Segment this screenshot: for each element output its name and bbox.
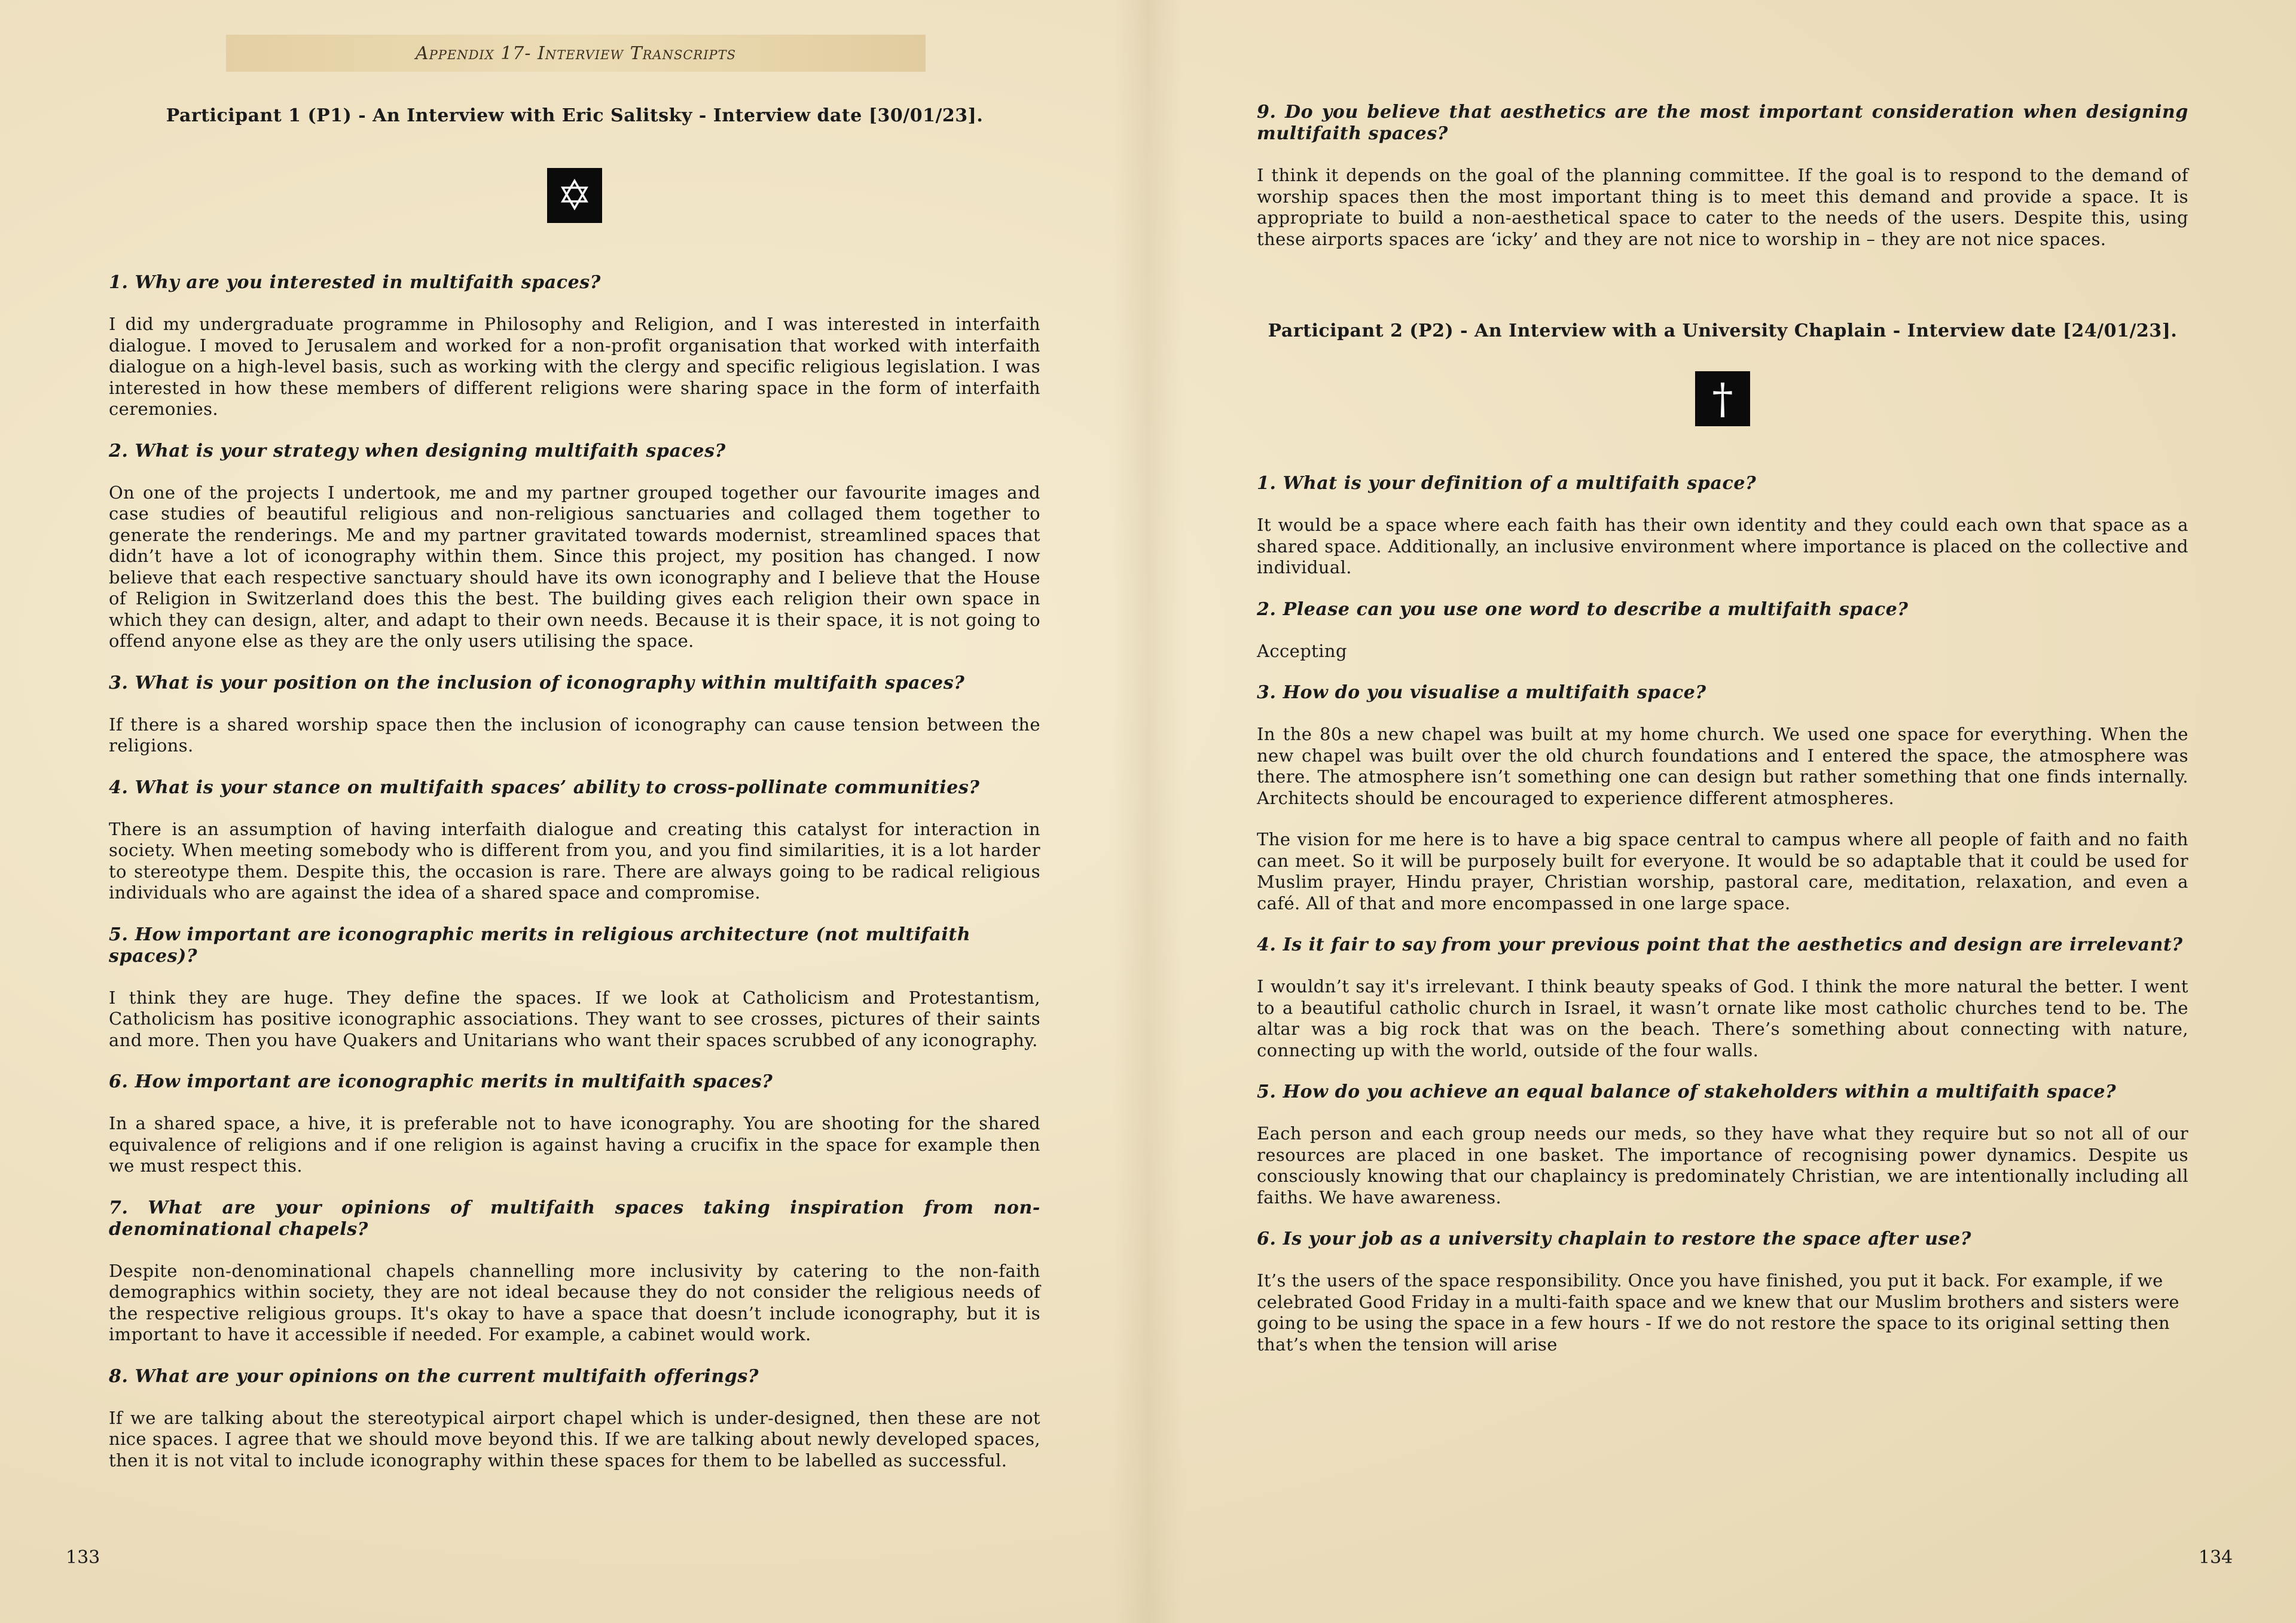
answer: The vision for me here is to have a big space central to campus where all people of faith and no faith can meet. So it will be purposely built for everyone. It would be so adaptable that it could be used for Muslim prayer, Hindu prayer, Christian worship, pastoral care, meditation, relaxation, and even a café. All of that and more encompassed in one large space. bbox=[1257, 829, 2188, 913]
question: 3. How do you visualise a multifaith space? bbox=[1257, 682, 1706, 703]
answer: I think it depends on the goal of the planning committee. If the goal is to respond to the demand of worship spaces then the most important thing is to meet this demand and provide a space. It is appropriate to build a non-aesthetical space to cater to the needs of the users. Despite this, using these airports spaces are ‘icky’ and they are not nice to worship in – they are not nice spaces. bbox=[1257, 165, 2188, 249]
answer: I wouldn’t say it's irrelevant. I think beauty speaks of God. I think the more natural the better. I went to a beautiful catholic church in Israel, it wasn’t ornate like most catholic churches tend to be. The altar was a big rock that was on the beach. There’s something about connecting with nature, connecting up with the world, outside of the four walls. bbox=[1257, 976, 2188, 1060]
running-header-text: Appendix 17- Interview Transcripts bbox=[415, 42, 737, 64]
p1-qa-6 bbox=[109, 1071, 1040, 1177]
p2-qa-1 bbox=[1257, 473, 2188, 579]
p1-qa-9 bbox=[1257, 102, 2188, 250]
right-page bbox=[1148, 0, 2296, 1623]
p1-qa-1 bbox=[109, 272, 1040, 420]
p1-qa-7 bbox=[109, 1197, 1040, 1346]
question: 9. Do you believe that aesthetics are the most important consideration when designing multifaith spaces? bbox=[1257, 102, 2188, 144]
answer: There is an assumption of having interfaith dialogue and creating this catalyst for interaction in society. When meeting somebody who is different from you, and you find similarities, it is a lot harder to stereotype them. Despite this, the occasion is rare. There are always going to be radical religious individuals who are against the idea of a shared space and compromise. bbox=[109, 818, 1040, 903]
p2-qa-2 bbox=[1257, 599, 2188, 662]
p2-qa-4 bbox=[1257, 934, 2188, 1061]
p2-qa-6 bbox=[1257, 1228, 2188, 1355]
participant-2-title: Participant 2 (P2) - An Interview with a University Chaplain - Interview date [24/01/23]. bbox=[1268, 320, 2178, 341]
answer: In a shared space, a hive, it is preferable not to have iconography. You are shooting for the shared equivalence of religions and if one religion is against having a crucifix in the space for example then we must respect this. bbox=[109, 1113, 1040, 1176]
p1-qa-3 bbox=[109, 673, 1040, 757]
question: 6. How important are iconographic merits in multifaith spaces? bbox=[109, 1071, 773, 1092]
star-of-david-icon: ✡ bbox=[547, 168, 602, 223]
page-number: 133 bbox=[66, 1547, 100, 1568]
question: 3. What is your position on the inclusion of iconography within multifaith spaces? bbox=[109, 672, 965, 693]
answer: I think they are huge. They define the spaces. If we look at Catholicism and Protestantism, Catholicism has positive iconographic associations. They want to see crosses, pictures of their saints and more. Then you have Quakers and Unitarians who want their spaces scrubbed of any iconography. bbox=[109, 987, 1040, 1050]
answer: On one of the projects I undertook, me and my partner grouped together our favourite images and case studies of beautiful religious and non-religious sanctuaries and collaged them together to generate the renderings. Me and my partner gravitated towards modernist, streamlined spaces that didn’t have a lot of iconography within them. Since this project, my position has changed. I now believe that each respective sanctuary should have its own iconography and I believe that the House of Religion in Switzerland does this the best. The building gives each religion their own space in which they can design, alter, and adapt to their own needs. Because it is their space, it is not going to offend anyone else as they are the only users utilising the space. bbox=[109, 482, 1040, 651]
answer: Each person and each group needs our meds, so they have what they require but so not all of our resources are placed in one basket. The importance of recognising power dynamics. Despite us consciously knowing that our chaplaincy is predominately Christian, we are intentionally including all faiths. We have awareness. bbox=[1257, 1123, 2188, 1208]
p1-qa-5 bbox=[109, 924, 1040, 1052]
question: 2. Please can you use one word to describe a multifaith space? bbox=[1257, 598, 1909, 620]
answer: Accepting bbox=[1257, 640, 1347, 661]
p2-qa-3 bbox=[1257, 682, 2188, 914]
question: 4. What is your stance on multifaith spaces’ ability to cross-pollinate communities? bbox=[109, 777, 980, 798]
p1-qa-4 bbox=[109, 777, 1040, 904]
answer: If there is a shared worship space then the inclusion of iconography can cause tension between the religions. bbox=[109, 714, 1040, 756]
question: 7. What are your opinions of multifaith spaces taking inspiration from non-denominational chapels? bbox=[109, 1197, 1040, 1240]
question: 1. What is your definition of a multifaith space? bbox=[1257, 473, 1757, 494]
question: 5. How do you achieve an equal balance of stakeholders within a multifaith space? bbox=[1257, 1081, 2117, 1102]
question: 4. Is it fair to say from your previous point that the aesthetics and design are irrelevant? bbox=[1257, 934, 2183, 955]
answer: Despite non-denominational chapels channelling more inclusivity by catering to the non-faith demographics within society, they are not ideal because they do not consider the religious needs of the respective religious groups. It's okay to have a space that doesn’t include iconography, but it is important to have it accessible if needed. For example, a cabinet would work. bbox=[109, 1260, 1040, 1344]
answer: It would be a space where each faith has their own identity and they could each own that space as a shared space. Additionally, an inclusive environment where importance is placed on the collective and individual. bbox=[1257, 515, 2188, 577]
answer: In the 80s a new chapel was built at my home church. We used one space for everything. When the new chapel was built over the old church foundations and I entered the space, the atmosphere was there. The atmosphere isn’t something one can design but rather something that one finds internally. Architects should be encouraged to experience different atmospheres. bbox=[1257, 724, 2188, 808]
cross-icon: † bbox=[1695, 371, 1750, 426]
right-column bbox=[1257, 102, 2188, 1355]
participant-1-title: Participant 1 (P1) - An Interview with Eric Salitsky - Interview date [30/01/23]. bbox=[166, 105, 984, 126]
answer: I did my undergraduate programme in Philosophy and Religion, and I was interested in interfaith dialogue. I moved to Jerusalem and worked for a non-profit organisation that worked with interfaith dialogue on a high-level basis, such as working with the clergy and specific religious legislation. I was interested in how these members of different religions were sharing space in the form of interfaith ceremonies. bbox=[109, 314, 1040, 419]
p2-qa-5 bbox=[1257, 1081, 2188, 1208]
page-number: 134 bbox=[2199, 1547, 2233, 1568]
p1-qa-8 bbox=[109, 1366, 1040, 1472]
running-header bbox=[226, 35, 926, 72]
left-column bbox=[109, 102, 1040, 1471]
answer: It’s the users of the space responsibility. Once you have finished, you put it back. For example, if we celebrated Good Friday in a multi-faith space and we knew that our Muslim brothers and sisters were going to be using the space in a few hours - If we do not restore the space to its original setting then that’s when the tension will arise bbox=[1257, 1270, 2179, 1355]
question: 2. What is your strategy when designing multifaith spaces? bbox=[109, 440, 726, 461]
answer: If we are talking about the stereotypical airport chapel which is under-designed, then these are not nice spaces. I agree that we should move beyond this. If we are talking about newly developed spaces, then it is not vital to include iconography within these spaces for them to be labelled as successful. bbox=[109, 1407, 1040, 1471]
question: 6. Is your job as a university chaplain to restore the space after use? bbox=[1257, 1228, 1972, 1249]
question: 8. What are your opinions on the current multifaith offerings? bbox=[109, 1365, 759, 1387]
p1-qa-2 bbox=[109, 441, 1040, 652]
question: 1. Why are you interested in multifaith spaces? bbox=[109, 272, 601, 293]
question: 5. How important are iconographic merits in religious architecture (not multifaith spaces)? bbox=[109, 924, 971, 967]
